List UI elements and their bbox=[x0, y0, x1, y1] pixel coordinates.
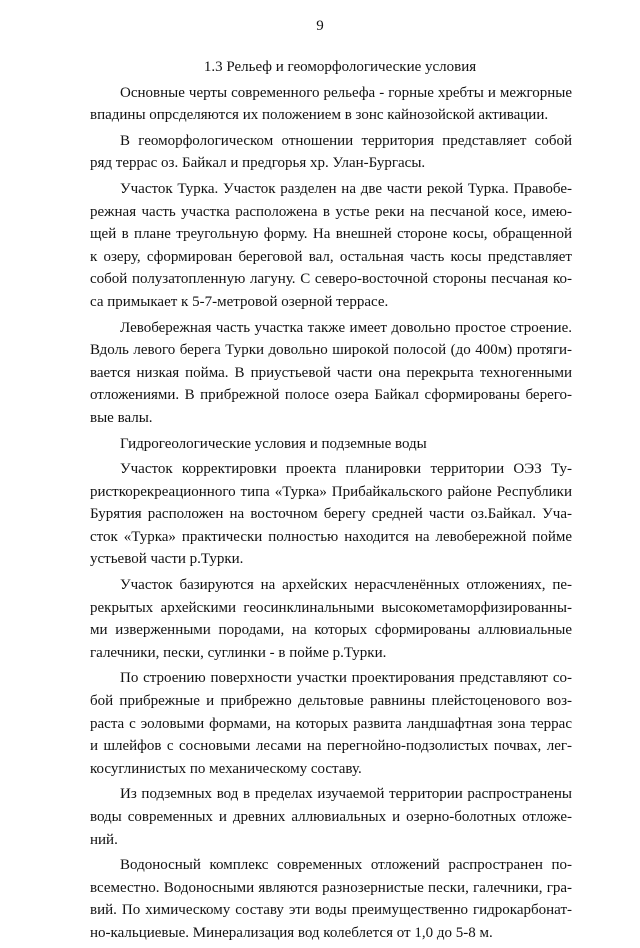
text-line: Левобережная часть участка также имеет довольно простое строение. bbox=[120, 319, 572, 336]
text-line: к озеру, сформирован береговой вал, остальная часть косы представляет bbox=[90, 248, 572, 265]
paragraph bbox=[90, 667, 572, 780]
text-line: Бурятия расположен на восточном берегу средней части оз.Байкал. Уча- bbox=[90, 506, 572, 523]
paragraph-group-hydrogeology bbox=[90, 458, 572, 944]
text-line: Основные черты современного рельефа - горные хребты и межгорные bbox=[120, 84, 572, 101]
text-line: собой полузатопленную лагуну. С северо-восточной стороны песчаная ко- bbox=[90, 271, 572, 288]
text-line: По строению поверхности участки проектирования представляют со- bbox=[120, 670, 572, 687]
paragraph bbox=[90, 317, 572, 430]
text-line: рекрытых архейскими геосинклинальными высокометаморфизированны- bbox=[90, 599, 572, 616]
section-title: 1.3 Рельеф и геоморфологические условия bbox=[203, 59, 477, 75]
paragraph bbox=[90, 574, 572, 664]
text-line: воды современных и древних аллювиальных и озерно-болотных отложе- bbox=[90, 809, 572, 825]
text-line: Участок Турка. Участок разделен на две части рекой Турка. Правобе- bbox=[120, 180, 572, 197]
paragraph bbox=[90, 82, 572, 127]
text-line: но-кальциевые. Минерализация вод колеблется от 1,0 до 5-8 м. bbox=[90, 924, 493, 941]
text-line: бой прибрежные и прибрежно дельтовые равнины плейстоценового воз- bbox=[90, 693, 572, 710]
text-line: Из подземных вод в пределах изучаемой территории распространены bbox=[120, 786, 572, 803]
text-line: и шлейфов с сосновыми лесами на перегнойно-подзолистых почвах, лег- bbox=[90, 738, 572, 755]
text-line: Участок корректировки проекта планировки территории ОЭЗ Ту- bbox=[120, 461, 572, 478]
text-line: всеместно. Водоносными являются разнозернистые пески, галечники, гра- bbox=[90, 879, 572, 896]
text-line: ми изверженными породами, на которых сформированы аллювиальные bbox=[90, 622, 572, 639]
text-line: вается низкая пойма. В приустьевой части она перекрыта техногенными bbox=[90, 364, 572, 381]
paragraph-group-relief bbox=[90, 82, 572, 430]
text-line: са примыкает к 5-7-метровой озерной террасе. bbox=[90, 293, 389, 310]
subheading-hydrogeology: Гидрогеологические условия и подземные воды bbox=[120, 435, 427, 452]
text-line: ний. bbox=[90, 831, 118, 848]
text-line: ристкорекреационного типа «Турка» Прибайкальского районе Республики bbox=[90, 483, 572, 500]
text-line: режная часть участка расположена в устье реки на песчаной косе, имею- bbox=[90, 203, 572, 220]
text-line: отложениями. В прибрежной полосе озера Байкал сформированы берего- bbox=[90, 387, 572, 404]
page-number: 9 bbox=[316, 18, 324, 34]
text-line: впадины опрсделяются их положением в зонс кайнозойской активации. bbox=[90, 107, 549, 124]
text-line: галечники, пески, суглинки - в пойме р.Турки. bbox=[90, 644, 387, 661]
paragraph bbox=[90, 854, 572, 944]
text-line: Вдоль левого берега Турки довольно широкой полосой (до 400м) протяги- bbox=[90, 342, 572, 359]
text-line: щей в плане треугольную форму. На внешней стороне косы, обращенной bbox=[90, 226, 572, 243]
text-line: Участок базируются на архейских нерасчленённых отложениях, пе- bbox=[120, 577, 572, 594]
text-line: косуглинистых по механическому составу. bbox=[90, 760, 362, 777]
paragraph bbox=[90, 458, 572, 571]
text-line: Водоносный комплекс современных отложений распространен по- bbox=[120, 857, 572, 874]
paragraph bbox=[90, 178, 572, 314]
text-line: раста с эоловыми формами, на которых развита ландшафтная зона террас bbox=[90, 715, 572, 732]
page-content bbox=[90, 56, 572, 948]
text-line: вий. По химическому составу эти воды преимущественно гидрокарбонат- bbox=[90, 902, 572, 919]
paragraph bbox=[90, 130, 572, 175]
text-line: устьевой части р.Турки. bbox=[90, 551, 244, 568]
text-line: сток «Турка» практически полностью находится на левобережной пойме bbox=[90, 528, 572, 545]
text-line: вые валы. bbox=[90, 409, 153, 426]
paragraph bbox=[90, 783, 572, 851]
text-line: В геоморфологическом отношении территория представляет собой bbox=[120, 132, 572, 149]
text-line: ряд террас оз. Байкал и предгорья хр. Улан-Бургасы. bbox=[90, 155, 426, 172]
